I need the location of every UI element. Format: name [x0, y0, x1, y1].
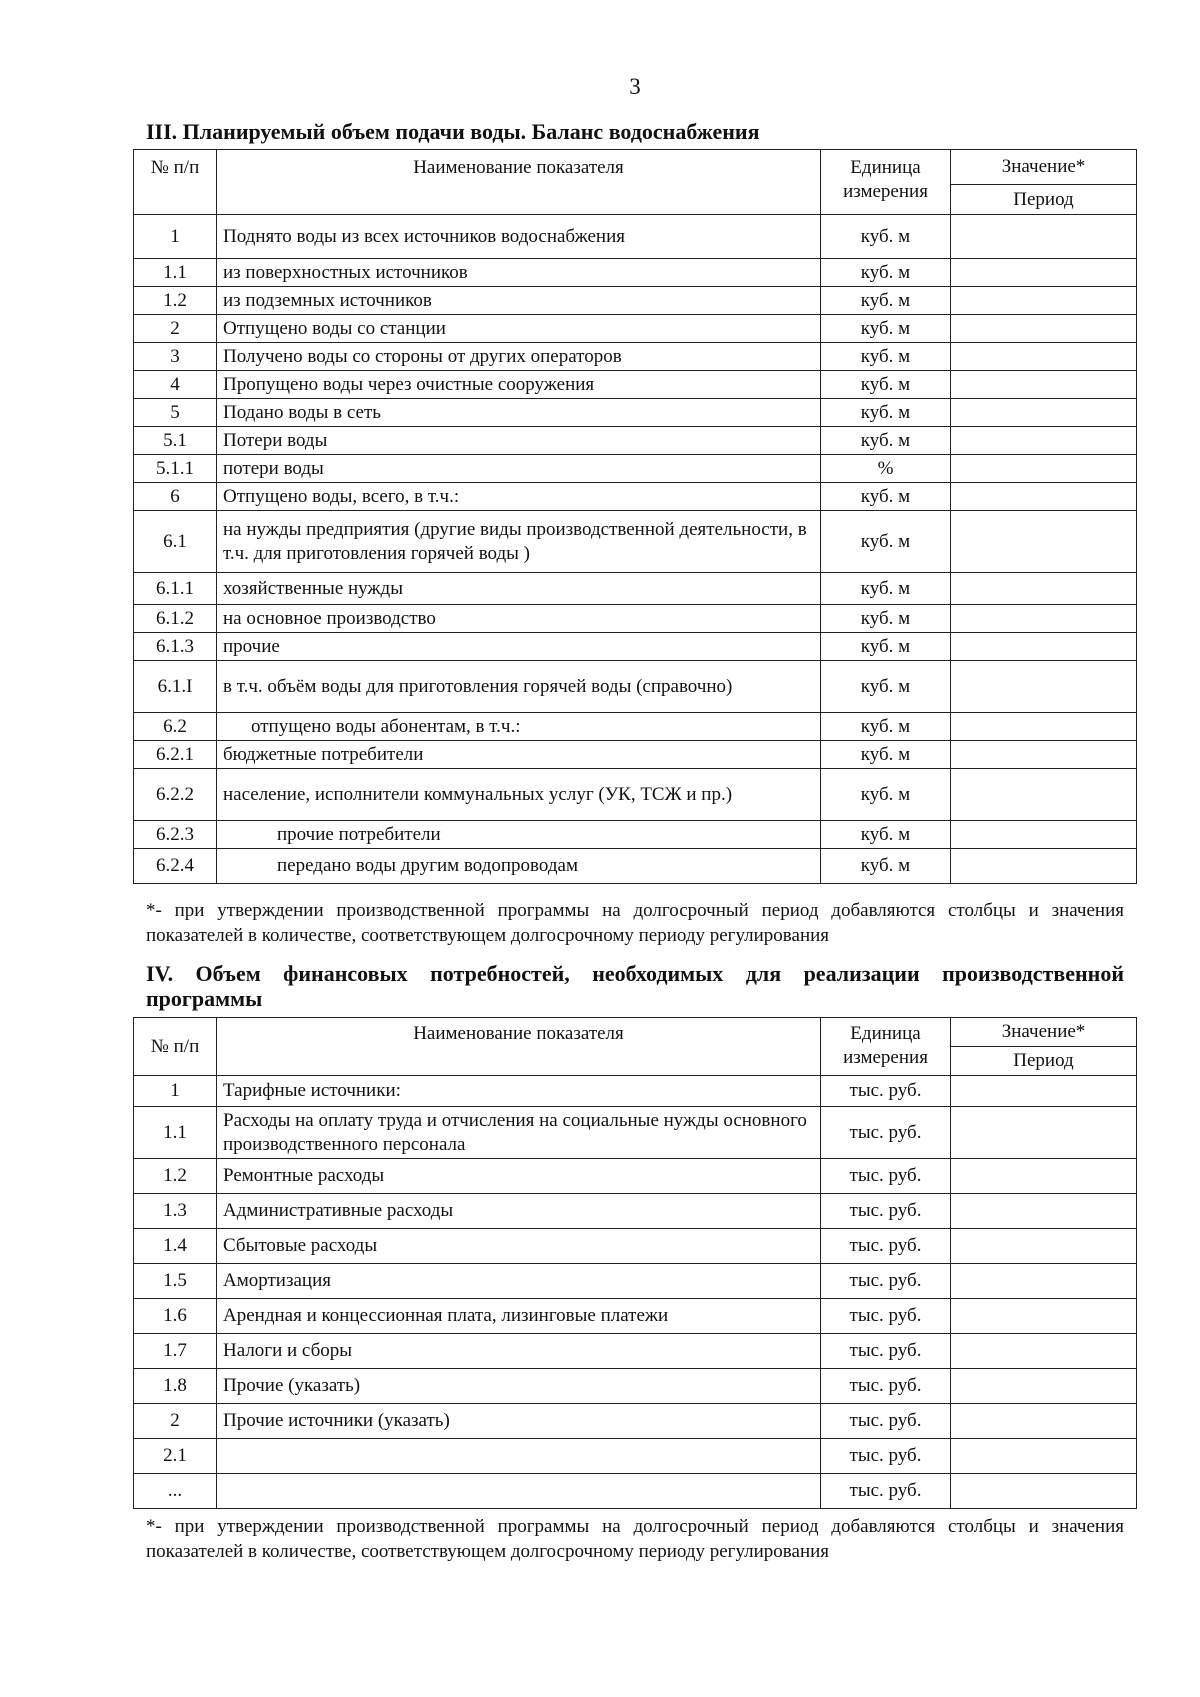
row-indicator-name: Поднято воды из всех источников водоснабжения [217, 215, 821, 259]
section-3-footnote: *- при утверждении производственной программы на долгосрочный период добавляются столбцы и значения показателей в количестве, соответствующем долгосрочному периоду регулирования [146, 900, 1124, 946]
table-row [134, 633, 1137, 661]
row-number: 5.1.1 [134, 455, 217, 483]
row-unit: куб. м [821, 399, 951, 427]
table-row [134, 1404, 1137, 1439]
row-number: 6.1.3 [134, 633, 217, 661]
row-unit: тыс. руб. [821, 1299, 951, 1334]
row-unit: куб. м [821, 661, 951, 713]
row-value [951, 371, 1137, 399]
row-number: 2.1 [134, 1439, 217, 1474]
row-value [951, 1474, 1137, 1509]
table-row [134, 849, 1137, 884]
row-indicator-name: Административные расходы [217, 1194, 821, 1229]
table-row [134, 483, 1137, 511]
header-num: № п/п [134, 1018, 217, 1076]
header-name: Наименование показателя [217, 150, 821, 215]
row-value [951, 849, 1137, 884]
header-period: Период [951, 1047, 1137, 1076]
row-number: 6.2.3 [134, 821, 217, 849]
row-indicator-name: Амортизация [217, 1264, 821, 1299]
table-row [134, 287, 1137, 315]
table-row [134, 315, 1137, 343]
row-number: 2 [134, 315, 217, 343]
row-value [951, 215, 1137, 259]
table-row [134, 259, 1137, 287]
row-indicator-name [217, 1474, 821, 1509]
row-number: 3 [134, 343, 217, 371]
row-indicator-name: Расходы на оплату труда и отчисления на социальные нужды основного производственного персонала [217, 1107, 821, 1159]
row-value [951, 1076, 1137, 1107]
row-number: 1.1 [134, 1107, 217, 1159]
table-row [134, 1229, 1137, 1264]
row-number: 6.1.2 [134, 605, 217, 633]
row-unit: куб. м [821, 741, 951, 769]
row-number: 1.5 [134, 1264, 217, 1299]
row-value [951, 1334, 1137, 1369]
table-row [134, 511, 1137, 573]
row-unit: куб. м [821, 849, 951, 884]
row-indicator-name: Налоги и сборы [217, 1334, 821, 1369]
table-row [134, 605, 1137, 633]
row-number: 1.2 [134, 1159, 217, 1194]
section-4-footnote: *- при утверждении производственной программы на долгосрочный период добавляются столбцы и значения показателей в количестве, соответствующем долгосрочному периоду регулирования [146, 1516, 1124, 1562]
row-value [951, 769, 1137, 821]
row-unit: тыс. руб. [821, 1439, 951, 1474]
row-number: 1.1 [134, 259, 217, 287]
row-indicator-name: Отпущено воды со станции [217, 315, 821, 343]
row-indicator-name: население, исполнители коммунальных услуг (УК, ТСЖ и пр.) [217, 769, 821, 821]
row-indicator-name: потери воды [217, 455, 821, 483]
row-number: 1.2 [134, 287, 217, 315]
row-indicator-name: Прочие (указать) [217, 1369, 821, 1404]
row-value [951, 1369, 1137, 1404]
table-row [134, 215, 1137, 259]
table-row [134, 455, 1137, 483]
row-value [951, 399, 1137, 427]
row-value [951, 1404, 1137, 1439]
row-indicator-name: прочие потребители [217, 821, 821, 849]
financial-needs-table [133, 1017, 1137, 1509]
row-number: 6.2 [134, 713, 217, 741]
row-number: 1.7 [134, 1334, 217, 1369]
section-4-title: IV. Объем финансовых потребностей, необходимых для реализации производственной программы [146, 961, 1124, 1011]
row-number: 1.6 [134, 1299, 217, 1334]
row-indicator-name: Тарифные источники: [217, 1076, 821, 1107]
row-indicator-name: Пропущено воды через очистные сооружения [217, 371, 821, 399]
row-number: 6.1.I [134, 661, 217, 713]
header-num: № п/п [134, 150, 217, 215]
row-indicator-name: хозяйственные нужды [217, 573, 821, 605]
row-unit: куб. м [821, 427, 951, 455]
row-indicator-name: из поверхностных источников [217, 259, 821, 287]
row-indicator-name: Прочие источники (указать) [217, 1404, 821, 1439]
page-number: 3 [629, 74, 641, 99]
table-row [134, 1107, 1137, 1159]
row-indicator-name [217, 1439, 821, 1474]
row-indicator-name: на нужды предприятия (другие виды производственной деятельности, в т.ч. для приготовления горячей воды ) [217, 511, 821, 573]
row-number: 4 [134, 371, 217, 399]
table-row [134, 343, 1137, 371]
table-row [134, 1194, 1137, 1229]
table-row [134, 1264, 1137, 1299]
table-row [134, 821, 1137, 849]
row-unit: куб. м [821, 483, 951, 511]
section-3-title: III. Планируемый объем подачи воды. Баланс водоснабжения [146, 119, 760, 144]
row-unit: куб. м [821, 821, 951, 849]
table-row [134, 399, 1137, 427]
row-value [951, 605, 1137, 633]
row-indicator-name: Подано воды в сеть [217, 399, 821, 427]
header-unit: Единица измерения [821, 150, 951, 215]
row-unit: куб. м [821, 287, 951, 315]
row-indicator-name: из подземных источников [217, 287, 821, 315]
header-value: Значение* [951, 1018, 1137, 1047]
table-row [134, 1334, 1137, 1369]
row-indicator-name: Отпущено воды, всего, в т.ч.: [217, 483, 821, 511]
table-row [134, 427, 1137, 455]
row-unit: тыс. руб. [821, 1159, 951, 1194]
header-unit: Единица измерения [821, 1018, 951, 1076]
row-unit: куб. м [821, 315, 951, 343]
row-value [951, 1439, 1137, 1474]
row-number: 6.2.1 [134, 741, 217, 769]
row-indicator-name: Сбытовые расходы [217, 1229, 821, 1264]
row-value [951, 511, 1137, 573]
row-unit: куб. м [821, 633, 951, 661]
row-number: 1.8 [134, 1369, 217, 1404]
header-value: Значение* [951, 150, 1137, 185]
table-row [134, 1439, 1137, 1474]
row-indicator-name: Арендная и концессионная плата, лизинговые платежи [217, 1299, 821, 1334]
row-unit: куб. м [821, 713, 951, 741]
row-value [951, 713, 1137, 741]
row-indicator-name: Ремонтные расходы [217, 1159, 821, 1194]
row-indicator-name: в т.ч. объём воды для приготовления горячей воды (справочно) [217, 661, 821, 713]
row-indicator-name: на основное производство [217, 605, 821, 633]
row-unit: тыс. руб. [821, 1264, 951, 1299]
water-balance-table [133, 149, 1137, 884]
row-number: 1 [134, 215, 217, 259]
table-row [134, 713, 1137, 741]
table-row [134, 573, 1137, 605]
row-indicator-name: Потери воды [217, 427, 821, 455]
table-row [134, 661, 1137, 713]
row-number: 5 [134, 399, 217, 427]
table-row [134, 769, 1137, 821]
row-unit: куб. м [821, 573, 951, 605]
row-unit: % [821, 455, 951, 483]
row-unit: куб. м [821, 605, 951, 633]
row-value [951, 821, 1137, 849]
row-number: 6.1.1 [134, 573, 217, 605]
table-row [134, 1369, 1137, 1404]
row-value [951, 287, 1137, 315]
row-indicator-name: бюджетные потребители [217, 741, 821, 769]
row-value [951, 315, 1137, 343]
row-number: 6.2.4 [134, 849, 217, 884]
row-unit: тыс. руб. [821, 1107, 951, 1159]
row-unit: тыс. руб. [821, 1474, 951, 1509]
row-unit: куб. м [821, 769, 951, 821]
row-indicator-name: отпущено воды абонентам, в т.ч.: [217, 713, 821, 741]
row-unit: куб. м [821, 511, 951, 573]
row-value [951, 1159, 1137, 1194]
table-row [134, 741, 1137, 769]
row-value [951, 661, 1137, 713]
table-row [134, 1474, 1137, 1509]
row-number: 5.1 [134, 427, 217, 455]
row-unit: тыс. руб. [821, 1076, 951, 1107]
row-unit: куб. м [821, 259, 951, 287]
row-value [951, 573, 1137, 605]
row-number: 6 [134, 483, 217, 511]
header-name: Наименование показателя [217, 1018, 821, 1076]
row-value [951, 1194, 1137, 1229]
row-value [951, 741, 1137, 769]
row-value [951, 483, 1137, 511]
row-number: 1.4 [134, 1229, 217, 1264]
row-number: 6.2.2 [134, 769, 217, 821]
row-value [951, 1107, 1137, 1159]
row-unit: тыс. руб. [821, 1229, 951, 1264]
row-number: ... [134, 1474, 217, 1509]
row-value [951, 427, 1137, 455]
row-value [951, 633, 1137, 661]
row-value [951, 1299, 1137, 1334]
row-unit: тыс. руб. [821, 1194, 951, 1229]
row-value [951, 1229, 1137, 1264]
row-indicator-name: Получено воды со стороны от других операторов [217, 343, 821, 371]
row-indicator-name: прочие [217, 633, 821, 661]
table-row [134, 1076, 1137, 1107]
row-unit: тыс. руб. [821, 1404, 951, 1439]
row-value [951, 1264, 1137, 1299]
row-number: 2 [134, 1404, 217, 1439]
row-unit: тыс. руб. [821, 1334, 951, 1369]
row-unit: тыс. руб. [821, 1369, 951, 1404]
row-value [951, 343, 1137, 371]
row-number: 6.1 [134, 511, 217, 573]
header-period: Период [951, 185, 1137, 215]
row-unit: куб. м [821, 343, 951, 371]
row-value [951, 259, 1137, 287]
row-number: 1.3 [134, 1194, 217, 1229]
table-row [134, 371, 1137, 399]
row-unit: куб. м [821, 215, 951, 259]
row-number: 1 [134, 1076, 217, 1107]
row-indicator-name: передано воды другим водопроводам [217, 849, 821, 884]
table-row [134, 1299, 1137, 1334]
row-value [951, 455, 1137, 483]
table-row [134, 1159, 1137, 1194]
row-unit: куб. м [821, 371, 951, 399]
